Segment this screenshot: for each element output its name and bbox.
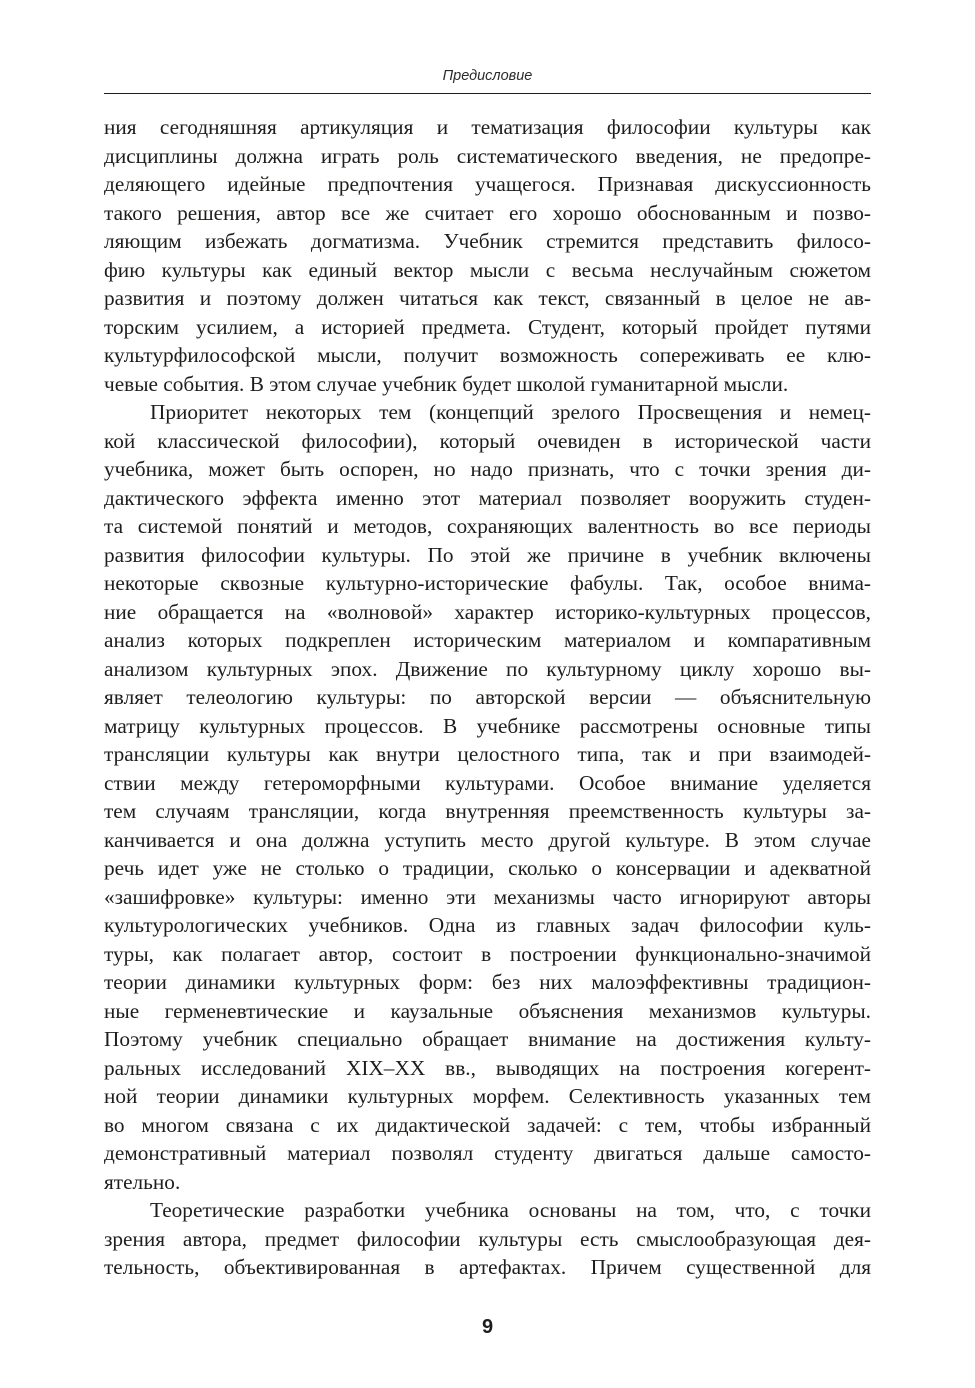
text-line: культурфилософской мысли, получит возможность сопереживать ее клю-: [104, 343, 871, 367]
text-line: Поэтому учебник специально обращает внимание на достижения культу-: [104, 1027, 871, 1051]
text-line: культурологических учебников. Одна из главных задач философии куль-: [104, 913, 871, 937]
text-line: та системой понятий и методов, сохраняющих валентность во все периоды: [104, 514, 871, 538]
text-line: тем случаям трансляции, когда внутренняя преемственность культуры за-: [104, 799, 871, 823]
text-line: торским усилием, а историей предмета. Студент, который пройдет путями: [104, 314, 871, 339]
text-line: учебника, может быть оспорен, но надо признать, что с точки зрения ди-: [104, 457, 871, 481]
text-line: канчивается и она должна уступить место другой культуре. В этом случае: [104, 827, 871, 852]
text-line: ние обращается на «волновой» характер историко-культурных процессов,: [104, 599, 871, 624]
text-line: ляющим избежать догматизма. Учебник стремится представить филосо-: [104, 229, 871, 253]
text-line: чевые события. В этом случае учебник будет школой гуманитарной мысли.: [104, 371, 789, 396]
text-line: фию культуры как единый вектор мысли с весьма неслучайным сюжетом: [104, 257, 871, 282]
text-line: туры, как полагает автор, состоит в построении функционально-значимой: [104, 941, 871, 966]
text-line: ятельно.: [104, 1169, 181, 1194]
text-line: ной теории динамики культурных морфем. Селективность указанных тем: [104, 1084, 871, 1108]
text-line: «зашифровке» культуры: именно эти механизмы часто игнорируют авторы: [104, 884, 871, 909]
text-line: дисциплины должна играть роль систематического введения, не предопре-: [104, 143, 871, 168]
text-line: ствии между гетероморфными культурами. Особое внимание уделяется: [104, 770, 871, 795]
paragraph-2: [104, 398, 871, 1196]
text-line: анализ которых подкреплен историческим материалом и компаративным: [104, 628, 871, 652]
text-line: некоторые сквозные культурно-исторические фабулы. Так, особое внима-: [104, 571, 871, 595]
text-line: Приоритет некоторых тем (концепций зрелого Просвещения и немец-: [150, 400, 871, 424]
text-line: теории динамики культурных форм: без них малоэффективны традицион-: [104, 970, 871, 994]
text-line: зрения автора, предмет философии культуры есть смыслообразующая дея-: [104, 1226, 871, 1251]
text-line: речь идет уже не столько о традиции, сколько о консервации и адекватной: [104, 856, 871, 880]
text-line: трансляции культуры как внутри целостного типа, так и при взаимодей-: [104, 742, 871, 766]
running-header: [104, 60, 871, 94]
text-line: дактического эффекта именно этот материал позволяет вооружить студен-: [104, 485, 871, 510]
text-line: матрицу культурных процессов. В учебнике рассмотрены основные типы: [104, 713, 871, 738]
page-number: 9: [481, 1316, 494, 1338]
text-line: во многом связана с их дидактической задачей: с тем, чтобы избранный: [104, 1112, 871, 1137]
text-line: демонстративный материал позволял студенту двигаться дальше самосто-: [104, 1141, 871, 1165]
text-line: анализом культурных эпох. Движение по культурному циклу хорошо вы-: [104, 656, 871, 681]
paragraph-3: [104, 1196, 871, 1282]
text-line: Теоретические разработки учебника основаны на том, что, с точки: [150, 1198, 871, 1222]
text-line: деляющего идейные предпочтения учащегося. Признавая дискуссионность: [104, 172, 871, 196]
text-line: развития и поэтому должен читаться как текст, связанный в целое не ав-: [104, 286, 871, 310]
text-line: являет телеологию культуры: по авторской версии — объяснительную: [104, 685, 871, 709]
text-line: тельность, объективированная в артефактах. Причем существенной для: [104, 1255, 871, 1279]
text-line: ральных исследований XIX–XX вв., выводящих на построения когерент-: [104, 1055, 871, 1080]
text-line: ные герменевтические и каузальные объяснения механизмов культуры.: [104, 998, 871, 1023]
text-line: кой классической философии), который очевиден в исторической части: [104, 428, 871, 453]
paragraph-1: [104, 113, 871, 398]
running-title: Предисловие: [442, 68, 533, 84]
page-body: [104, 113, 871, 1282]
text-line: такого решения, автор все же считает его хорошо обоснованным и позво-: [104, 200, 871, 225]
text-line: ния сегодняшняя артикуляция и тематизация философии культуры как: [104, 115, 871, 139]
text-line: развития философии культуры. По этой же причине в учебник включены: [104, 542, 871, 567]
